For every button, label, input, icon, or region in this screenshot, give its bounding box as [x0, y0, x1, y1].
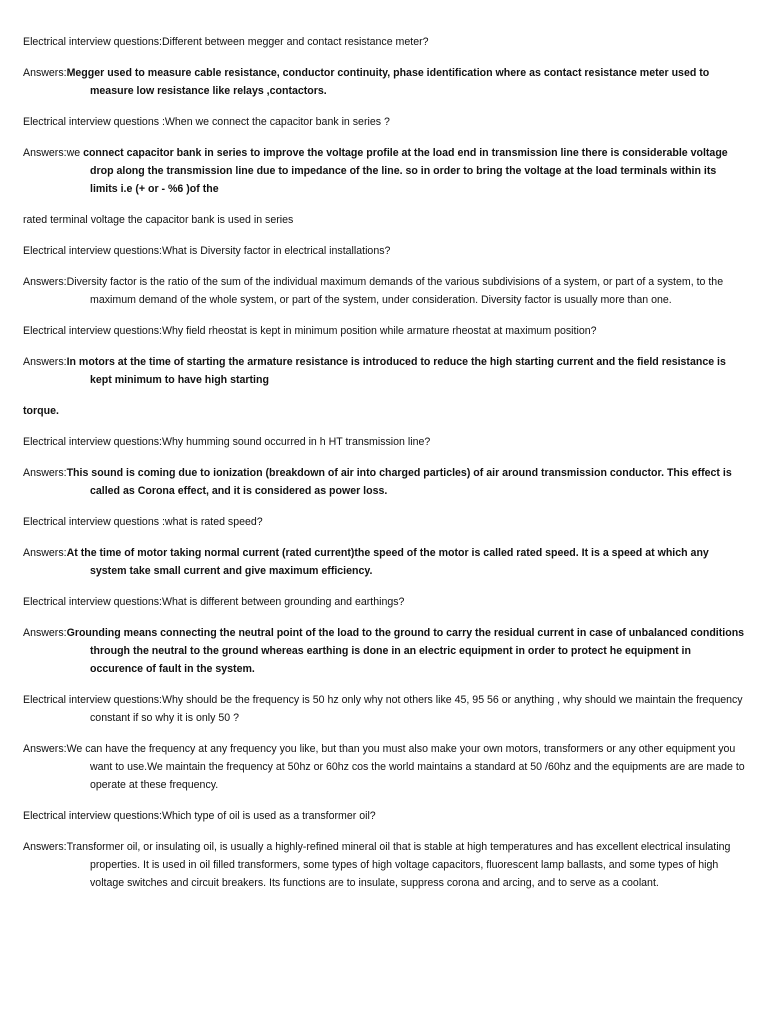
answer-text: In motors at the time of starting the armature resistance is introduced to reduce the high starting current and the field resistance is kept minimum to have high starting — [66, 356, 726, 386]
question-prefix: Electrical interview questions: — [23, 436, 162, 448]
document-body — [23, 33, 745, 905]
question-paragraph — [23, 322, 745, 340]
answer-paragraph — [23, 144, 745, 198]
question-text: Why humming sound occurred in h HT transmission line? — [161, 436, 431, 448]
question-paragraph — [23, 33, 745, 51]
question-text: What is Diversity factor in electrical installations? — [161, 245, 391, 257]
answer-text: At the time of motor taking normal current (rated current)the speed of the motor is called rated speed. It is a speed at which any system take small current and give maximum efficiency. — [66, 547, 709, 577]
answer-prefix: Answers: — [23, 547, 67, 559]
answer-prefix: Answers: — [23, 276, 67, 288]
question-prefix: Electrical interview questions: — [23, 325, 162, 337]
answer-paragraph — [23, 353, 745, 389]
answer-paragraph — [23, 273, 745, 309]
answer-text: This sound is coming due to ionization (breakdown of air into charged particles) of air around transmission conductor. This effect is called as Corona effect, and it is considered as power loss. — [66, 467, 732, 497]
answer-paragraph — [23, 464, 745, 500]
question-prefix: Electrical interview questions: — [23, 810, 162, 822]
continuation-paragraph — [23, 211, 745, 229]
answer-text: We can have the frequency at any frequency you like, but than you must also make your own motors, transformers or any other equipment you want to use.We maintain the frequency at 50hz or 60hz cos the world maintains a standard at 50 /60hz and the equipments are are made to operate at these frequency. — [66, 743, 745, 791]
question-paragraph — [23, 433, 745, 451]
answer-text: connect capacitor bank in series to improve the voltage profile at the load end in transmission line there is considerable voltage drop along the transmission line due to impedance of the line. so in order to bring the voltage at the load terminals within its limits i.e (+ or - %6 )of the — [83, 147, 728, 195]
question-paragraph — [23, 113, 745, 131]
question-prefix: Electrical interview questions: — [23, 596, 162, 608]
question-prefix: Electrical interview questions — [23, 516, 162, 528]
answer-prefix: Answers:we — [23, 147, 84, 159]
question-text: :When we connect the capacitor bank in series ? — [161, 116, 390, 128]
question-text: Why should be the frequency is 50 hz only why not others like 45, 95 56 or anything , why should we maintain the frequency constant if so why it is only 50 ? — [90, 694, 743, 724]
question-paragraph — [23, 513, 745, 531]
answer-text: Diversity factor is the ratio of the sum of the individual maximum demands of the various subdivisions of a system, or part of a system, to the maximum demand of the whole system, or part of the system, under consideration. Diversity factor is usually more than one. — [66, 276, 724, 306]
answer-paragraph — [23, 838, 745, 892]
question-prefix: Electrical interview questions: — [23, 36, 162, 48]
question-paragraph — [23, 593, 745, 611]
answer-prefix: Answers: — [23, 743, 67, 755]
question-text: What is different between grounding and earthings? — [161, 596, 405, 608]
answer-prefix: Answers: — [23, 467, 67, 479]
answer-paragraph — [23, 64, 745, 100]
question-prefix: Electrical interview questions: — [23, 694, 162, 706]
answer-prefix: Answers: — [23, 627, 67, 639]
answer-text: Megger used to measure cable resistance, conductor continuity, phase identification where as contact resistance meter used to measure low resistance like relays ,contactors. — [66, 67, 710, 97]
question-text: :what is rated speed? — [161, 516, 263, 528]
question-text: Different between megger and contact resistance meter? — [161, 36, 429, 48]
question-prefix: Electrical interview questions: — [23, 245, 162, 257]
continuation-text: rated terminal voltage the capacitor bank is used in series — [23, 214, 294, 226]
question-paragraph — [23, 242, 745, 260]
answer-paragraph — [23, 740, 745, 794]
answer-prefix: Answers: — [23, 841, 67, 853]
question-text: Why field rheostat is kept in minimum position while armature rheostat at maximum position? — [161, 325, 597, 337]
answer-paragraph — [23, 544, 745, 580]
question-paragraph — [23, 807, 745, 825]
answer-paragraph — [23, 624, 745, 678]
continuation-text: torque. — [23, 405, 59, 417]
question-text: Which type of oil is used as a transformer oil? — [161, 810, 376, 822]
answer-text: Transformer oil, or insulating oil, is usually a highly-refined mineral oil that is stable at high temperatures and has excellent electrical insulating properties. It is used in oil filled transformers, some types of high voltage capacitors, fluorescent lamp ballasts, and some types of high voltage switches and circuit breakers. Its functions are to insulate, suppress corona and arcing, and to serve as a coolant. — [66, 841, 731, 889]
answer-prefix: Answers: — [23, 356, 67, 368]
question-paragraph — [23, 691, 745, 727]
answer-text: Grounding means connecting the neutral point of the load to the ground to carry the residual current in case of unbalanced conditions through the neutral to the ground whereas earthing is done in an electric equipment in order to protect he equipment in occurence of fault in the system. — [66, 627, 745, 675]
continuation-paragraph — [23, 402, 745, 420]
answer-prefix: Answers: — [23, 67, 67, 79]
question-prefix: Electrical interview questions — [23, 116, 162, 128]
